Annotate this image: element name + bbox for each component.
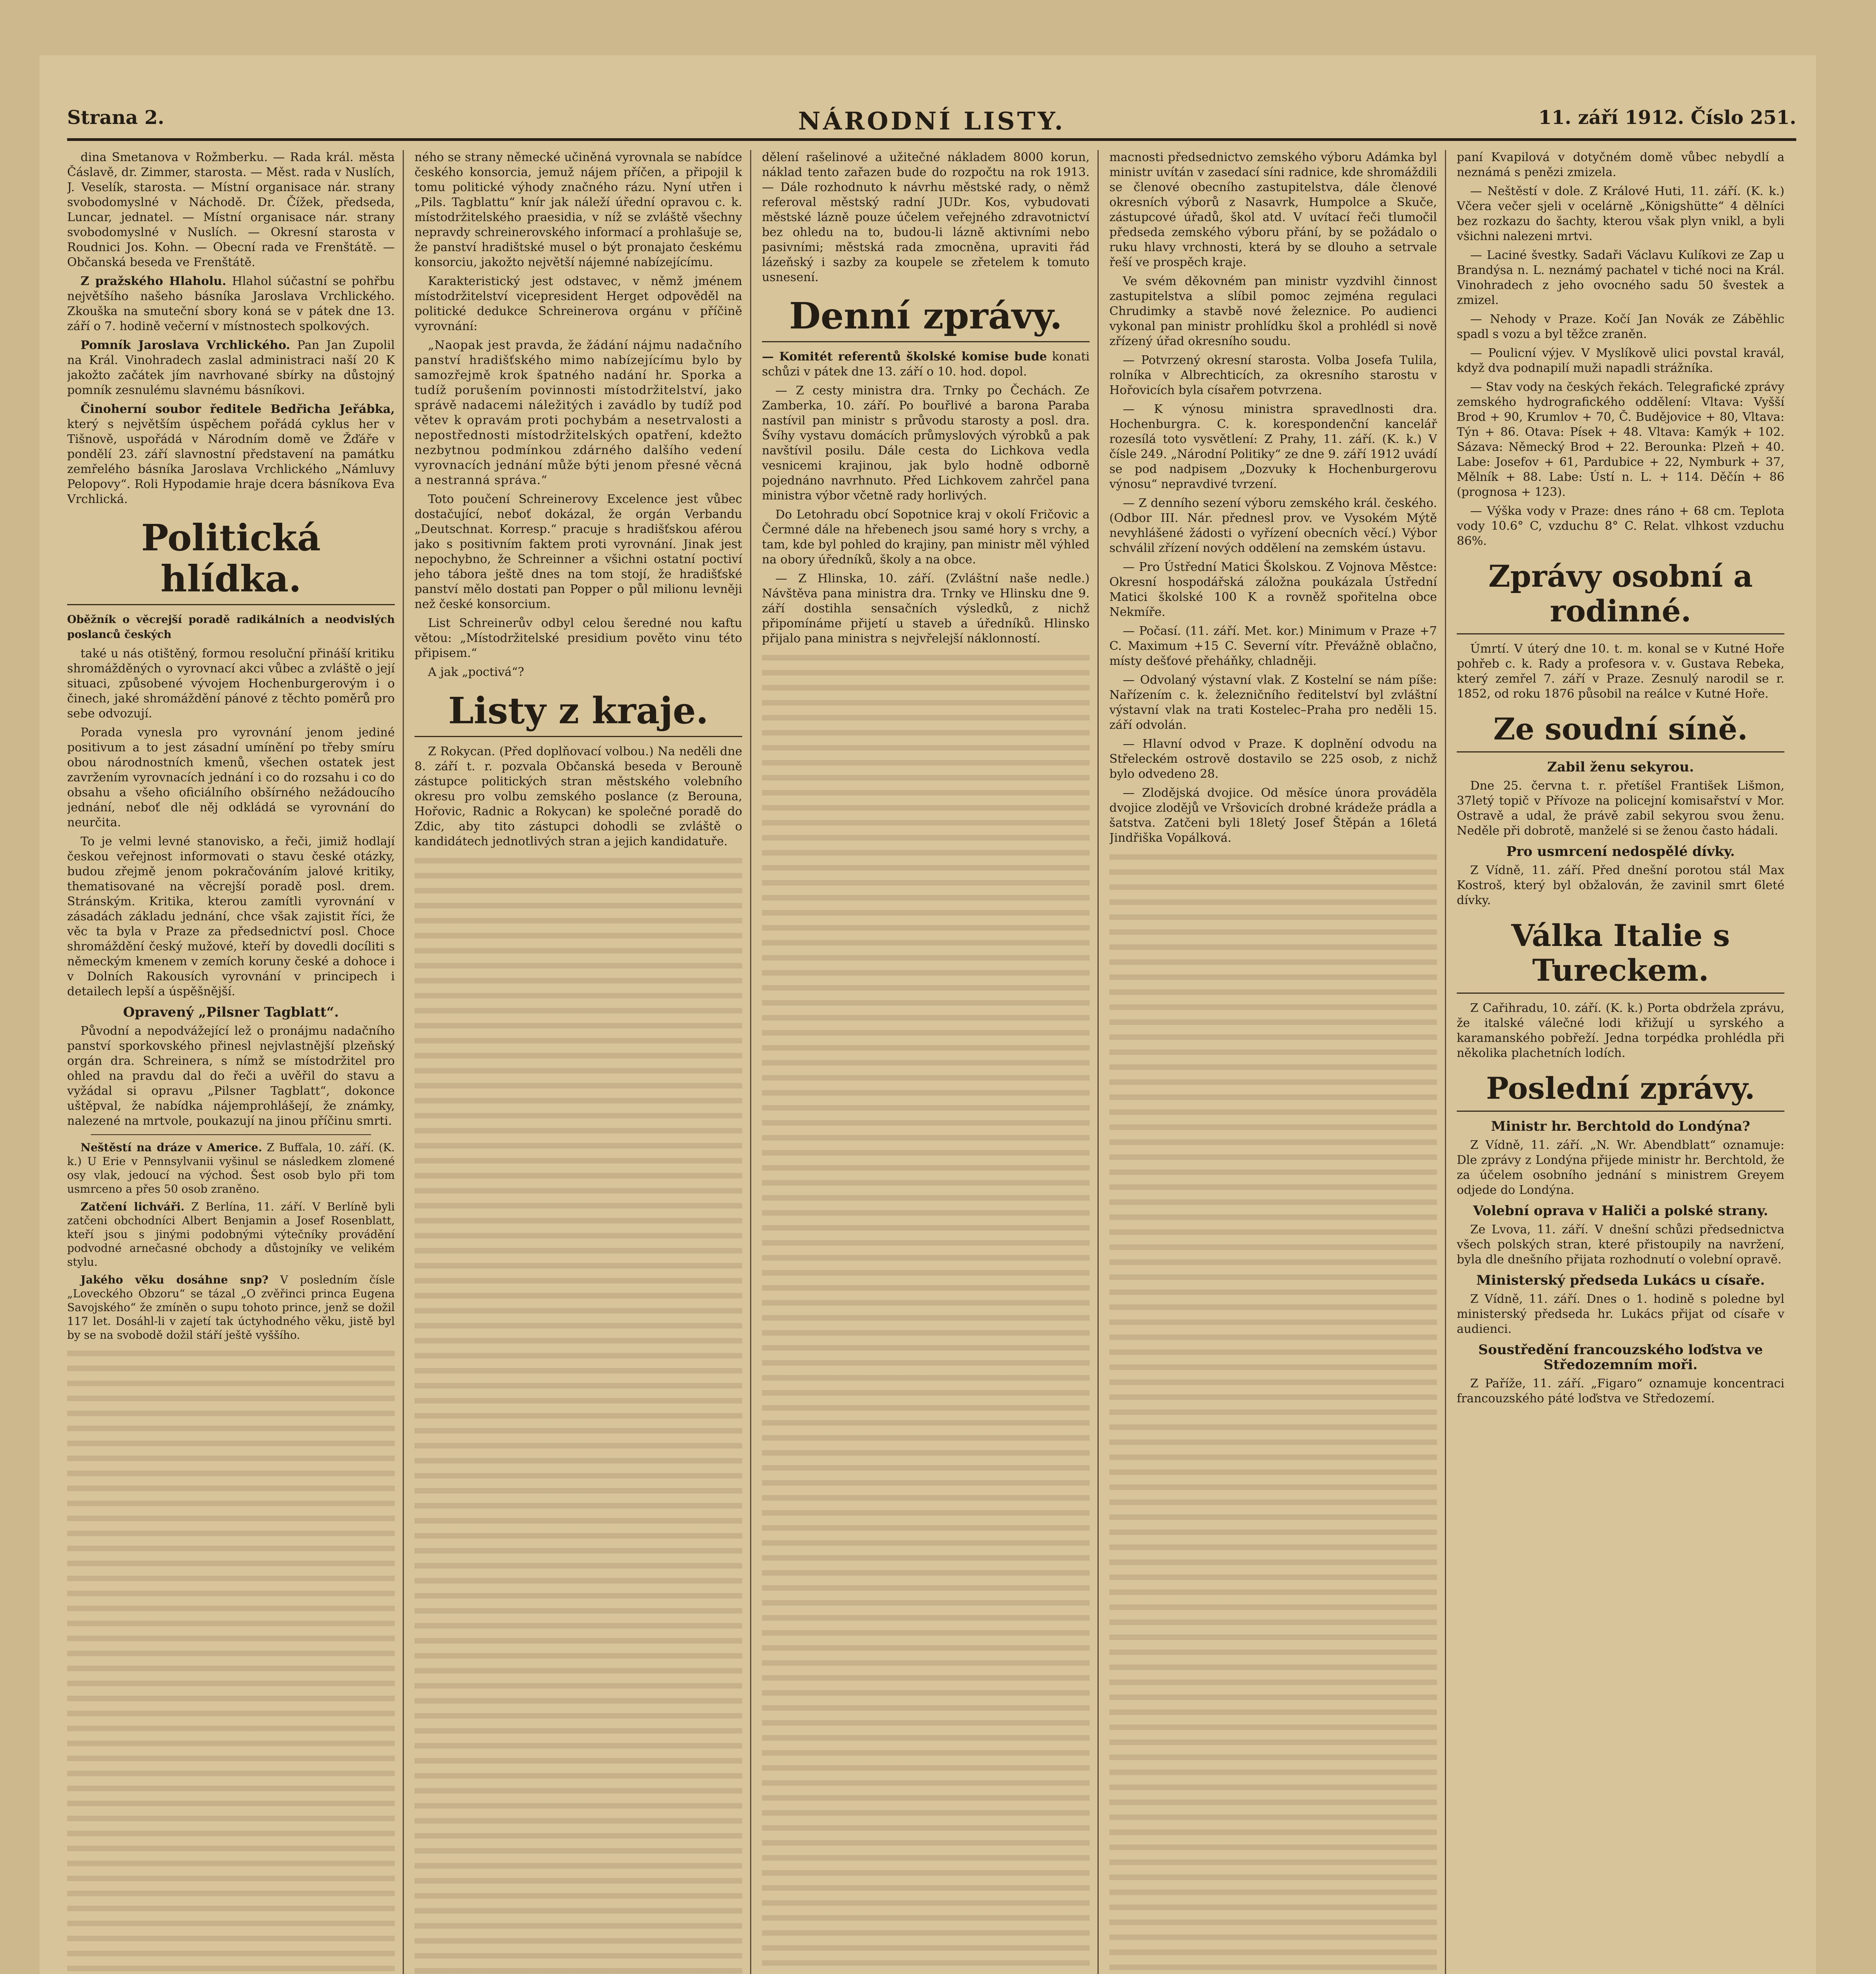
article-heading: Zabil ženu sekyrou. bbox=[1547, 759, 1694, 775]
item-heading: — Komitét referentů školské komise bude bbox=[762, 350, 1047, 364]
item-heading: Neštěstí na dráze v Americe. bbox=[81, 1141, 262, 1154]
article-paragraph: také u nás otištěný, formou resoluční přináší kritiku shromážděných o vyrovnací akci vůbec a zvláště o její situaci, způsobené vývojem Hochenburgerovým i o činech, jaké shromáždění pánové z těchto poměrů pro sebe odvozují. bbox=[67, 647, 395, 721]
column-3 bbox=[762, 150, 1090, 1974]
article-paragraph: List Schreinerův odbyl celou šeredné nou kaftu větou: „Místodržitelské presidium pověto vinu této připisem.“ bbox=[415, 616, 742, 660]
article-paragraph: — Pro Ústřední Matici Školskou. Z Vojnova Městce: Okresní hospodářská záložna poukázala Ústřední Matici školské 100 K a rovněž spořitelna obce Nekmíře. bbox=[1109, 560, 1437, 619]
item-heading: Z pražského Hlaholu. bbox=[81, 274, 227, 288]
article-paragraph: konati schůzi v pátek dne 13. září o 10. hod. dopol. bbox=[762, 350, 1090, 379]
article-paragraph: ného se strany německé učiněná vyrovnala se nabídce českého konsorcia, jemuž nájem příčen, a připojil k tomu politické výhody značného rázu. Nyní utřen i „Pils. Tagblattu“ knír jak náleží úřední opravou c. k. místodržitelského praesidia, v níž se zvláště všechny nepravdy schreinerovského informací a prohlašuje se, že panství hradištské musel o být pronajato českému konsorciu, jakožto největší nájemné nabízejícímu. bbox=[415, 150, 742, 269]
article-heading: Ministr hr. Berchtold do Londýna? bbox=[1491, 1118, 1750, 1134]
quote-paragraph: „Naopak jest pravda, že žádání nájmu nadačního panství hradišťského mimo nabízejícímu bylo by samozřejmě krok špatného nadání hr. Sporka a tudíž porušením povinnosti místodržitelství, jako správě nadacemi náležitých i zavádlo by tudíž pod větev k opravám proti pochybám a nesetrvalosti a nepostřednosti místodržitelských opatření, kdežto nezbytnou podmínkou zdárného dalšího vedení vyrovnacích jednání může býti jenom přesné věcná a nestranná správa.“ bbox=[415, 338, 742, 487]
article-paragraph: — Z denního sezení výboru zemského král. českého. (Odbor III. Nár. přednesl prov. ve Vysokém Mýtě nevyhlášené žádosti o vyřízení obecních věcí.) Výbor schválil zřízení nových oddělení na zemském ústavu. bbox=[1109, 496, 1437, 555]
column-rule bbox=[1097, 150, 1099, 1974]
article-paragraph: Hlahol súčastní se pohřbu největšího našeho básníka Jaroslava Vrchlického. Zkouška na smuteční sbory koná se v pátek dne 13. září o 7. hodině večerní v místnostech spolkových. bbox=[67, 274, 395, 333]
article-paragraph: Karakteristický jest odstavec, v němž jménem místodržitelství vicepresident Herget odpověděl na politické dedukce Schreinerova orgánu v příčině vyrovnání: bbox=[415, 274, 742, 333]
article-paragraph: Z Rokycan. (Před doplňovací volbou.) Na neděli dne 8. září t. r. pozvala Občanská beseda v Berouně zástupce politických stran městského volebního okresu pro volbu zemského poslance (z Berouna, Hořovic, Radnic a Rokycan) ke společné poradě do Zdic, aby tito zástupci dohodli se zvláště o kandidátech jednotlivých stran a jejich kandidatuře. bbox=[415, 745, 742, 848]
article-heading: Ministerský předseda Lukács u císaře. bbox=[1476, 1272, 1765, 1288]
item-heading: Činoherní soubor ředitele Bedřicha Jeřábka, bbox=[81, 402, 395, 416]
article-paragraph: paní Kvapilová v dotyčném domě vůbec nebydlí a neznámá s penězi zmizela. bbox=[1457, 150, 1784, 179]
article-paragraph: — Stav vody na českých řekách. Telegrafické zprávy zemského hydrografického oddělení: Vltava: Vyšší Brod + 90, Krumlov + 70, Č. Budějovice + 80, Vltava: Týn + 86. Otava: Písek + 48. Vltava: Kamýk + 102. Sázava: Německý Brod + 22. Berounka: Plzeň + 40. Labe: Josefov + 61, Pardubice + 22, Nymburk + 37, Mělník + 88. Labe: Ústí n. L. + 114. Děčín + 86 (prognosa + 123). bbox=[1457, 380, 1784, 499]
article-paragraph: — Potvrzený okresní starosta. Volba Josefa Tulila, rolníka v Albrechticích, za okresního starostu v Hořovicích byla císařem potvrzena. bbox=[1109, 353, 1437, 397]
article-paragraph: — Odvolaný výstavní vlak. Z Kostelní se nám píše: Nařízením c. k. železničního ředitelství byl zvláštní výstavní vlak na trati Kostelec–Praha pro neděli 15. září odvolán. bbox=[1109, 673, 1437, 732]
article-paragraph: — Nehody v Praze. Kočí Jan Novák ze Záběhlic spadl s vozu a byl těžce zraněn. bbox=[1457, 312, 1784, 341]
section-headline: Poslední zprávy. bbox=[1457, 1071, 1784, 1112]
article-paragraph: Z Vídně, 11. září. Před dnešní porotou stál Max Kostroš, který byl obžalován, že zavinil smrt 6leté dívky. bbox=[1457, 863, 1784, 907]
article-paragraph: — Laciné švestky. Sadaři Václavu Kulíkovi ze Zap u Brandýsa n. L. neznámý pachatel v tiché noci na Král. Vinohradech z jeho ovocného sadu 50 švestek a zmizel. bbox=[1457, 248, 1784, 307]
article-paragraph: — Výška vody v Praze: dnes ráno + 68 cm. Teplota vody 10.6° C, vzduchu 8° C. Relat. vlhkost vzduchu 86%. bbox=[1457, 504, 1784, 548]
article-paragraph: Z Vídně, 11. září. Dnes o 1. hodině s poledne byl ministerský předseda hr. Lukács přijat od císaře v audienci. bbox=[1457, 1292, 1784, 1336]
article-paragraph: Ve svém děkovném pan ministr vyzdvihl činnost zastupitelstva a slíbil pomoc zejména regulaci Chrudimky a stavbě nové železnice. Po audienci vykonal pan ministr prohlídku škol a prohlédl si nově zřízený úřad okresního soudu. bbox=[1109, 274, 1437, 348]
section-headline: Politická hlídka. bbox=[67, 517, 395, 605]
article-paragraph: Dne 25. června t. r. přetíšel František Lišmon, 37letý topič v Přívoze na policejní komisařství v Mor. Ostravě a udal, že právě zabil sekyrou svou ženu. Neděle při dobrotě, manželé si se ženou často hádali. bbox=[1457, 779, 1784, 838]
section-headline: Denní zprávy. bbox=[762, 295, 1090, 342]
column-4 bbox=[1109, 150, 1437, 1974]
article-paragraph: V posledním čísle „Loveckého Obzoru“ se tázal „O zvěřinci princa Eugena Savojského“ že zmíněn o supu tohoto prince, jenž se dožil 117 let. Dosáhl-li v zajetí tak úctyhodného věku, jistě byl by se na svobodě dožil stáří ještě vyššího. bbox=[67, 1273, 395, 1342]
article-paragraph: — Počasí. (11. září. Met. kor.) Minimum v Praze +7 C. Maximum +15 C. Severní vítr. Převážně oblačno, místy dešťové přeháňky, chladněji. bbox=[1109, 624, 1437, 668]
article-paragraph: Do Letohradu obcí Sopotnice kraj v okolí Fričovic a Čermné dále na hřebenech jsou samé hory s vrchy, a tam, kde byl pohled do krajiny, pan ministr měl výhled na obory úředníků, školy a na obce. bbox=[762, 508, 1090, 567]
article-paragraph: Pan Jan Zupolil na Král. Vinohradech zaslal administraci naší 20 K jakožto začátek jím navrhované sbírky na důstojný pomník zesnulému slavnému básníkovi. bbox=[67, 338, 395, 397]
item-heading: Zatčení lichváři. bbox=[81, 1200, 185, 1213]
article-paragraph: — K výnosu ministra spravedlnosti dra. Hochenburgra. C. k. korespondenční kancelář rozesílá toto vysvětlení: Z Prahy, 11. září. (K. k.) V čísle 249. „Národní Politiky“ ze dne 9. září 1912 uvádí se pod nadpisem „Dozvuky k Hochenburgerovu výnosu“ nepravdivé tvrzení. bbox=[1109, 402, 1437, 491]
article-subhead: Oběžník o věcrejší poradě radikálních a neodvislých poslanců českých bbox=[67, 614, 395, 641]
section-headline: Ze soudní síně. bbox=[1457, 712, 1784, 752]
article-paragraph: — Neštěstí v dole. Z Králové Huti, 11. září. (K. k.) Včera večer sjeli v ocelárně „Königshütte“ 4 dělníci bez rozkazu do šachty, kterou však plyn vnikl, a byli všichni nalezeni mrtvi. bbox=[1457, 184, 1784, 243]
article-paragraph: Porada vynesla pro vyrovnání jenom jediné positivum a to jest zásadní umínění po třeby smíru obou národnostních kmenů, všechen ostatek jest zavržením vyrovnacích jednání i co do rozsahu i co do obsahu a všeho oficiálního obšírného nežádoucího jednání, neboť dle něj odkládá se vyrovnání do neurčita. bbox=[67, 726, 395, 829]
newspaper-title: NÁRODNÍ LISTY. bbox=[798, 107, 1066, 135]
article-heading: Opravený „Pilsner Tagblatt“. bbox=[123, 1004, 339, 1020]
article-paragraph: Z Buffala, 10. září. (K. k.) U Erie v Pennsylvanii vyšinul se následkem zlomené osy vlak, jedoucí na východ. Šest osob bylo při tom usmrceno a přes 50 osob zraněno. bbox=[67, 1141, 395, 1195]
divider bbox=[91, 1134, 371, 1135]
article-paragraph: Ze Lvova, 11. září. V dnešní schůzi předsednictva všech polských stran, které přistoupily na navržení, byla dle dnešního přijata rozhodnutí o volební opravě. bbox=[1457, 1223, 1784, 1267]
section-headline: Válka Italie s Tureckem. bbox=[1457, 918, 1784, 994]
column-1 bbox=[67, 150, 395, 1974]
article-heading: Pro usmrcení nedospělé dívky. bbox=[1506, 844, 1735, 859]
article-paragraph: Z Cařihradu, 10. září. (K. k.) Porta obdržela zprávu, že italské válečné lodi křižují u syrského a karamanského pobřeží. Jedna torpédka prohlédla při několika plachetních lodích. bbox=[1457, 1001, 1784, 1060]
body-text-block bbox=[67, 1346, 395, 1974]
article-paragraph: Úmrtí. V úterý dne 10. t. m. konal se v Kutné Hoře pohřeb c. k. Rady a profesora v. v. Gustava Rebeka, který zemřel 7. září v Praze. Zesnulý narodil se r. 1852, od roku 1876 působil na reálce v Kutné Hoře. bbox=[1457, 642, 1784, 701]
article-paragraph: To je velmi levné stanovisko, a řeči, jimiž hodlají českou veřejnost informovati o stavu české otázky, budou zřejmě jenom pokračováním jalové kritiky, thematisované na věcrejší poradě posl. drem. Stránským. Kritika, kterou zamítli vyrovnání v zásadách základu jednání, chce však zajistit říci, že věc ta byla v Praze za předsednictví posl. Choce shromáždění český mužové, kteří by dovedli docíliti s německým kmenem v zemích koruny české a dohoce i v Dolních Rakousích vyrovnání v principech i detailech lepší a úspěšnější. bbox=[67, 835, 395, 998]
column-rule bbox=[750, 150, 751, 1974]
article-paragraph: Z Berlína, 11. září. V Berlíně byli zatčeni obchodníci Albert Benjamin a Josef Rosenblatt, kteří jsou s jinými podobnými výtečníky provádění podvodné arnečasné obchody a důstojníky ve velikém stylu. bbox=[67, 1200, 395, 1268]
article-paragraph: — Zlodějská dvojice. Od měsíce února prováděla dvojice zlodějů ve Vršovicích drobné krádeže prádla a šatstva. Zatčeni byli 18letý Josef Štěpán a 16letá Jindřiška Vopálková. bbox=[1109, 786, 1437, 845]
page-label: Strana 2. bbox=[67, 107, 165, 129]
section-headline: Zprávy osobní a rodinné. bbox=[1457, 559, 1784, 634]
newspaper-page bbox=[39, 55, 1816, 1974]
article-heading: Soustředění francouzského loďstva ve Středozemním moři. bbox=[1478, 1342, 1763, 1373]
article-paragraph: dina Smetanova v Rožmberku. — Rada král. města Čáslavě, dr. Zimmer, starosta. — Měst. rada v Nuslích, J. Veselík, starosta. — Místní organisace nár. strany svobodomyslné v Náchodě. Dr. Čížek, předseda, Luncar, jednatel. — Místní organisace nár. strany svobodomyslné v Nuslích. — Okresní starosta v Roudnici Jos. Kohn. — Obecní rada ve Frenštátě. — Občanská beseda ve Frenštátě. bbox=[67, 150, 395, 269]
article-paragraph: Z Vídně, 11. září. „N. Wr. Abendblatt“ oznamuje: Dle zprávy z Londýna přijede ministr hr. Berchtold, že za účelem osobního jednání s ministrem Greyem odjede do Londýna. bbox=[1457, 1138, 1784, 1197]
article-paragraph: Původní a nepodvážející lež o pronájmu nadačního panství sporkovského přinesl nejvlastnější plzeňský orgán dra. Schreinera, s nímž se místodržitel pro ohled na pravdu dal do řeči a uvěřil do stavu a vyžádal si opravu „Pilsner Tagblatt“, dokonce uštěpval, že nabídka nájemprohlášejí, že známky, nalezené na mrtvole, poukazují na jinou příčinu smrti. bbox=[67, 1024, 395, 1128]
article-paragraph: Toto poučení Schreinerovy Excelence jest vůbec dostačující, neboť dokázal, že orgán Verbandu „Deutschnat. Korresp.“ pracuje s hradišťskou aférou jako s positivním faktem proti vyrovnání. Jinak jest nepochybno, že Schreinner a všichni ostatní poctiví jeho tábora ještě dnes na tom stojí, že hradišťské panství mělo dostati pan Popper o půl milionu levněji než české konsorcium. bbox=[415, 492, 742, 611]
column-rule bbox=[1445, 150, 1446, 1974]
article-paragraph: — Hlavní odvod v Praze. K doplnění odvodu na Střeleckém ostrově dostavilo se 225 osob, z nichž bylo odvedeno 28. bbox=[1109, 737, 1437, 781]
column-5 bbox=[1457, 150, 1784, 1974]
section-headline: Listy z kraje. bbox=[415, 690, 742, 737]
column-2 bbox=[415, 150, 742, 1974]
item-heading: Jakého věku dosáhne snp? bbox=[81, 1273, 268, 1286]
issue-date: 11. září 1912. Číslo 251. bbox=[1538, 107, 1796, 129]
column-rule bbox=[403, 150, 404, 1974]
article-paragraph: — Poulicní výjev. V Myslíkově ulici povstal kravál, když dva podnapilí muži napadli strážníka. bbox=[1457, 346, 1784, 375]
body-text-block bbox=[1109, 850, 1437, 1974]
body-text-block bbox=[415, 853, 742, 1974]
article-paragraph: — Z Hlinska, 10. září. (Zvláštní naše nedle.) Návštěva pana ministra dra. Trnky ve Hlinsku dne 9. září dostihla sensačních výsledků, z nichž připomínáme přijetí u staveb a úředníků. Hlinsko přijalo pana ministra s nejvřelejší náklonností. bbox=[762, 572, 1090, 645]
article-heading: Volební oprava v Haliči a polské strany. bbox=[1473, 1203, 1768, 1219]
masthead bbox=[67, 103, 1796, 141]
article-paragraph: — Z cesty ministra dra. Trnky po Čechách. Ze Zamberka, 10. září. Po bouřlivé a barona Paraba nastívil pan ministr s průvodu starosty a posl. dra. Švíhy vystavu domácích průmyslových výrobků a pak navštívil posilu. Dále cesta do Lichkova vedla vesnicemi krajinou, jak bylo hodně odborně pojednáno navrhnuto. Před Lichkovem zahrčel pana ministra výbor včetně rady horlivých. bbox=[762, 384, 1090, 503]
article-paragraph: dělení rašelinové a užitečné nákladem 8000 korun, náklad tento zařazen bude do rozpočtu na rok 1913. — Dále rozhodnuto k návrhu městské rady, o němž referoval městský radní JUDr. Kos, vybudovati městské lázně pouze účelem veřejného zdravotnictví bez ohledu na to, budou-li lázně aktivními nebo pasivními; městská rada zmocněna, upraviti řád lázeňský i sazby za koupele se zřetelem k tomuto usnesení. bbox=[762, 150, 1090, 284]
article-paragraph: který s největším úspěchem pořádá cyklus her v Tišnově, uspořádá v Národním domě ve Žďáře v pondělí 23. září slavnostní představení na památku zemřelého básníka Jaroslava Vrchlického „Námluvy Pelopovy“. Roli Hypodamie hraje dcera básníkova Eva Vrchlická. bbox=[67, 417, 395, 506]
item-heading: Pomník Jaroslava Vrchlického. bbox=[81, 338, 290, 352]
article-paragraph: A jak „poctivá“? bbox=[428, 665, 524, 679]
article-paragraph: macnosti předsednictvo zemského výboru Adámka byl ministr uvítán v zasedací síni radnice, kde shromáždili se členové obecního zastupitelstva, dále členové okresních výborů z Nasavrk, Humpolce a Skuče, zástupcové úřadů, škol atd. V uvítací řeči tlumočil předseda zemského výboru přání, by se požádalo o ruku hlavy vrchnosti, která by se dlouho a setrvale řeší ve prospěch kraje. bbox=[1109, 150, 1437, 269]
body-text-block bbox=[762, 650, 1090, 1974]
article-paragraph: Z Paříže, 11. září. „Figaro“ oznamuje koncentraci francouzského páté loďstva ve Středozemí. bbox=[1457, 1377, 1784, 1405]
